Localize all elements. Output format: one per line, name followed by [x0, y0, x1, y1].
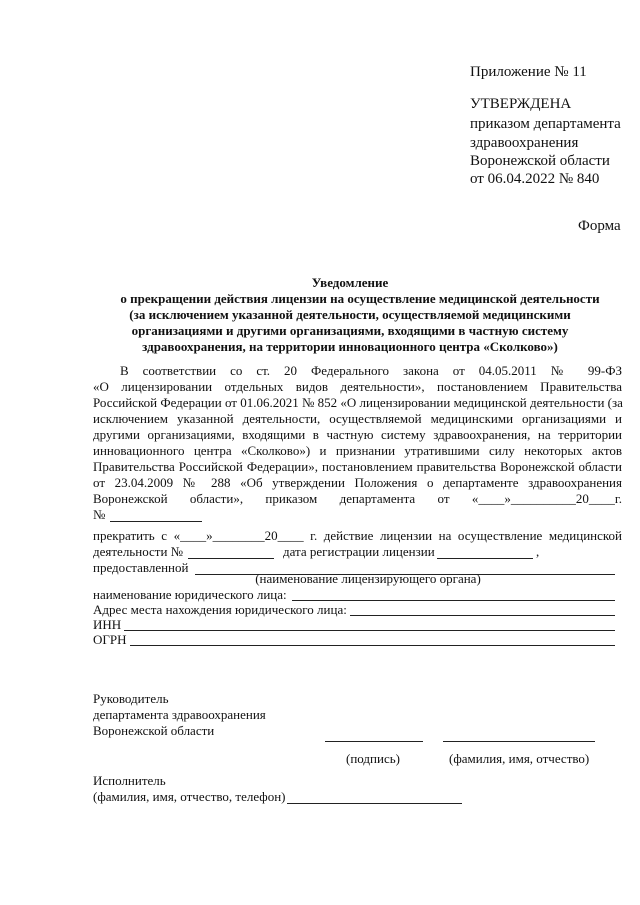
paragraph-line: от 23.04.2009 № 288 «Об утверждении Положения о департаменте здравоохранения	[93, 475, 622, 490]
approved-date: от 06.04.2022 № 840	[470, 171, 600, 187]
legal-address-label: Адрес места нахождения юридического лица:	[93, 602, 347, 617]
inn-label: ИНН	[93, 617, 122, 632]
legal-entity-name-label: наименование юридического лица:	[93, 587, 287, 602]
paragraph-line: исключением указанной деятельности, осуществляемой медицинскими организациями и	[93, 411, 622, 426]
signature-field[interactable]	[325, 741, 423, 742]
notice-subtitle: организациями и другими организациями, входящими в частную систему	[131, 323, 569, 338]
inn-field[interactable]	[124, 630, 615, 631]
notice-subtitle: (за исключением указанной деятельности, осуществляемой медицинскими	[129, 307, 571, 322]
signatory-position: Руководитель	[93, 691, 169, 706]
termination-line: прекратить с «____»________20____ г. действие лицензии на осуществление медицинской	[93, 528, 622, 543]
legal-entity-name-field[interactable]	[292, 600, 615, 601]
paragraph-line: Российской Федерации от 01.06.2021 № 852 «О лицензировании медицинской деятельности (за	[93, 395, 623, 410]
executor-label: Исполнитель	[93, 773, 166, 788]
signatory-name-field[interactable]	[443, 741, 595, 742]
appendix-number: Приложение № 11	[470, 64, 587, 80]
notice-subtitle: о прекращении действия лицензии на осуществление медицинской деятельности	[120, 291, 600, 306]
executor-details-field[interactable]	[287, 803, 462, 804]
notice-title: Уведомление	[311, 275, 389, 290]
ogrn-field[interactable]	[130, 645, 615, 646]
order-number-label: №	[93, 507, 106, 522]
paragraph-line: Правительства Российской Федерации», постановлением правительства Воронежской области	[93, 459, 622, 474]
paragraph-line: Воронежской области», приказом департамента от «____»__________20____г.	[93, 491, 622, 506]
approved-line: Воронежской области	[470, 153, 610, 169]
executor-details-label: (фамилия, имя, отчество, телефон)	[93, 789, 286, 804]
comma: ,	[536, 544, 540, 559]
license-number-field[interactable]	[188, 558, 274, 559]
notice-subtitle: здравоохранения, на территории инновационного центра «Сколково»)	[142, 339, 558, 354]
licensing-authority-caption: (наименование лицензирующего органа)	[255, 571, 481, 586]
provided-by-label: предоставленной	[93, 560, 189, 575]
approved-heading: УТВЕРЖДЕНА	[470, 96, 572, 112]
paragraph-line: В соответствии со ст. 20 Федерального закона от 04.05.2011 № 99-ФЗ	[120, 363, 622, 378]
form-label: Форма	[578, 218, 621, 234]
license-reg-date-label: дата регистрации лицензии	[283, 544, 435, 559]
order-number-field[interactable]	[110, 521, 202, 522]
license-reg-date-field[interactable]	[437, 558, 533, 559]
approved-line: здравоохранения	[470, 135, 579, 151]
signature-caption: (подпись)	[346, 751, 400, 766]
signatory-position: департамента здравоохранения	[93, 707, 266, 722]
ogrn-label: ОГРН	[93, 632, 127, 647]
full-name-caption: (фамилия, имя, отчество)	[449, 751, 590, 766]
approved-line: приказом департамента	[470, 116, 621, 132]
paragraph-line: другими организациями, входящими в частную систему здравоохранения, на территории	[93, 427, 622, 442]
paragraph-line: «О лицензировании отдельных видов деятельности», постановлением Правительства	[93, 379, 622, 394]
license-number-label: деятельности №	[93, 544, 184, 559]
signatory-position: Воронежской области	[93, 723, 215, 738]
paragraph-line: инновационного центра «Сколково») и признании утратившими силу некоторых актов	[93, 443, 622, 458]
legal-address-field[interactable]	[350, 615, 615, 616]
